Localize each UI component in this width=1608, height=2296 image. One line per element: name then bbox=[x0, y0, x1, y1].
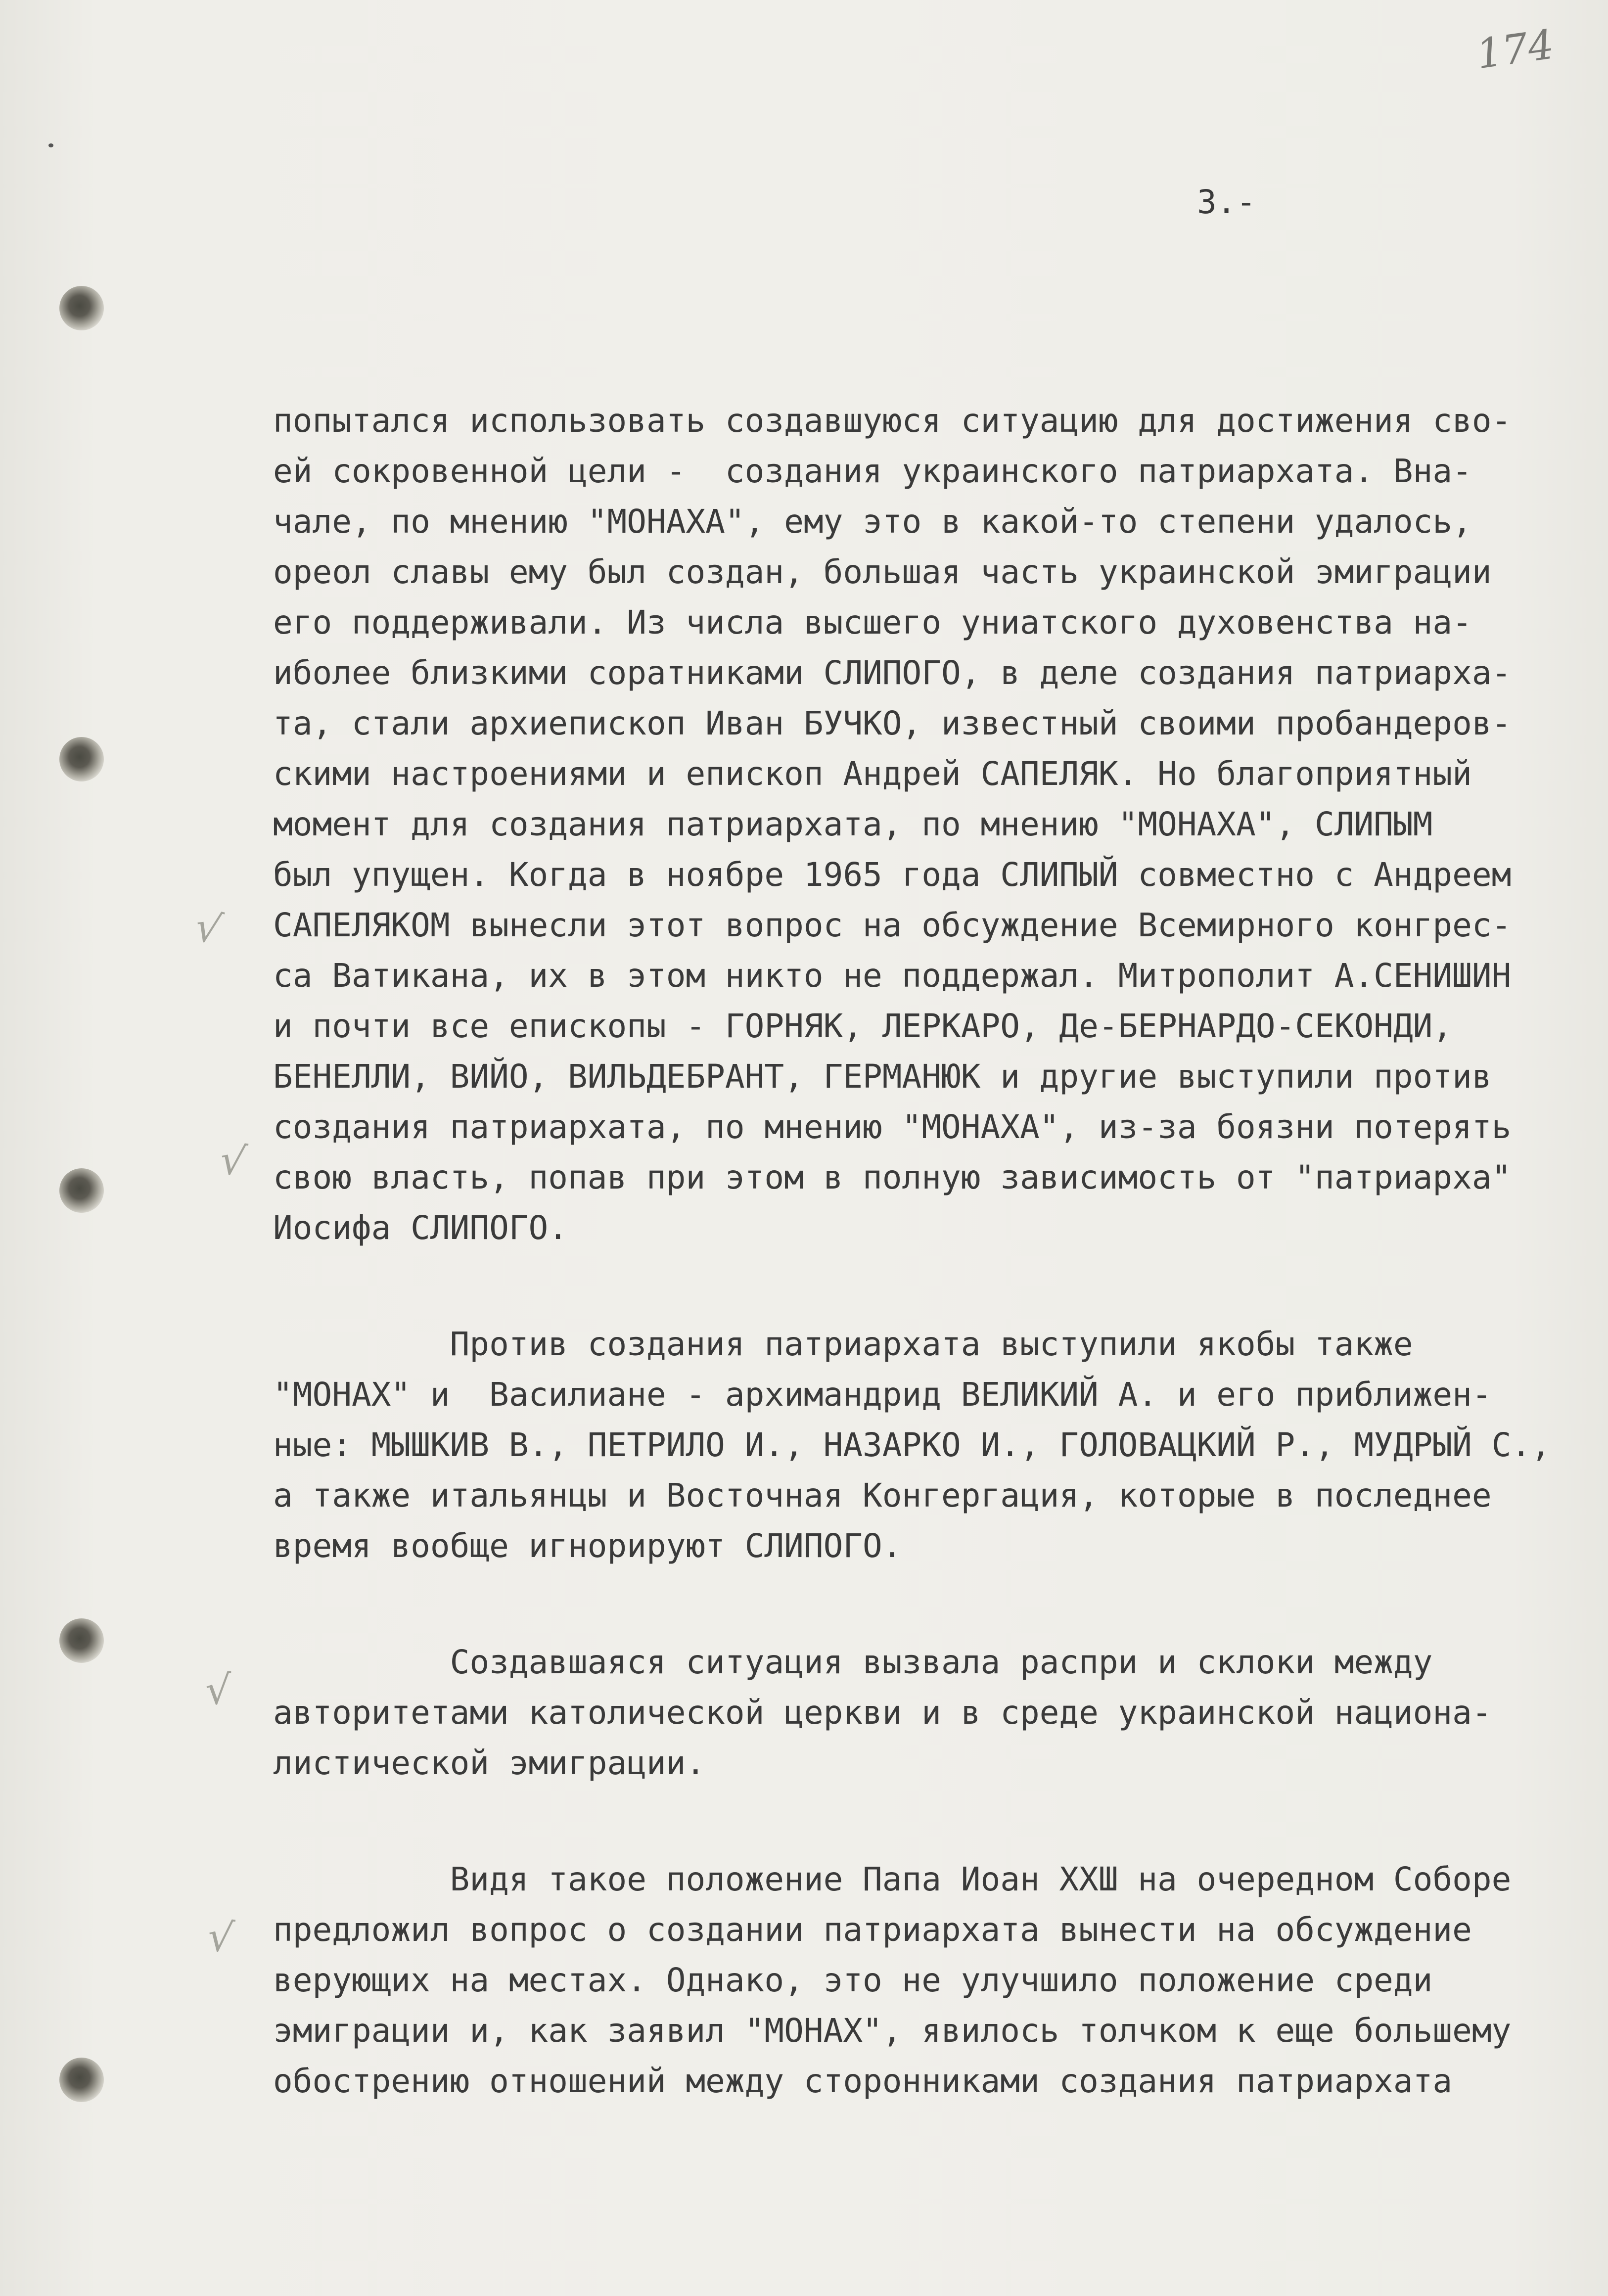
text-line: попытался использовать создавшуюся ситуацию для достижения сво- bbox=[273, 402, 1512, 440]
text-line: Против создания патриархата выступили якобы также bbox=[273, 1325, 1413, 1363]
text-line: чале, по мнению "МОНАХА", ему это в какой-то степени удалось, bbox=[273, 503, 1472, 541]
text-line: листической эмиграции. bbox=[273, 1744, 706, 1782]
text-line: эмиграции и, как заявил "МОНАХ", явилось толчком к еще большему bbox=[273, 2012, 1512, 2050]
typed-text-body bbox=[273, 396, 1579, 2107]
check-mark-icon: √ bbox=[205, 1667, 231, 1714]
text-line: Иосифа СЛИПОГО. bbox=[273, 1209, 568, 1247]
text-line: обострению отношений между сторонниками создания патриархата bbox=[273, 2062, 1453, 2100]
paragraph-1 bbox=[273, 396, 1579, 1253]
text-line: ные: МЫШКИВ В., ПЕТРИЛО И., НАЗАРКО И., ГОЛОВАЦКИЙ Р., МУДРЫЙ С., bbox=[273, 1426, 1551, 1464]
text-line: иболее близкими соратниками СЛИПОГО, в деле создания патриарха- bbox=[273, 654, 1512, 692]
ink-dot bbox=[48, 143, 53, 147]
text-line: та, стали архиепископ Иван БУЧКО, известный своими пробандеров- bbox=[273, 704, 1512, 742]
text-line: Видя такое положение Папа Иоан ХХШ на очередном Соборе bbox=[273, 1860, 1512, 1898]
paragraph-4 bbox=[273, 1854, 1579, 2107]
text-line: свою власть, попав при этом в полную зависимость от "патриарха" bbox=[273, 1158, 1512, 1196]
text-line: са Ватикана, их в этом никто не поддержал. Митрополит А.СЕНИШИН bbox=[273, 957, 1512, 995]
punch-hole bbox=[59, 1618, 104, 1663]
text-line: верующих на местах. Однако, это не улучшило положение среди bbox=[273, 1961, 1433, 1999]
text-line: его поддерживали. Из числа высшего униатского духовенства на- bbox=[273, 603, 1472, 642]
text-line: Создавшаяся ситуация вызвала распри и склоки между bbox=[273, 1643, 1433, 1681]
check-mark-icon: √ bbox=[217, 1136, 249, 1187]
text-line: и почти все епископы - ГОРНЯК, ЛЕРКАРО, Де-БЕРНАРДО-СЕКОНДИ, bbox=[273, 1007, 1453, 1045]
punch-hole bbox=[59, 2058, 104, 2102]
paragraph-spacer bbox=[273, 1253, 1579, 1319]
text-line: создания патриархата, по мнению "МОНАХА", из-за боязни потерять bbox=[273, 1108, 1512, 1146]
text-line: "МОНАХ" и Василиане - архимандрид ВЕЛИКИЙ А. и его приближен- bbox=[273, 1376, 1492, 1414]
check-mark-icon: √ bbox=[190, 903, 226, 955]
text-line: САПЕЛЯКОМ вынесли этот вопрос на обсуждение Всемирного конгрес- bbox=[273, 906, 1512, 944]
text-line: скими настроениями и епископ Андрей САПЕЛЯК. Но благоприятный bbox=[273, 755, 1472, 793]
text-line: момент для создания патриархата, по мнению "МОНАХА", СЛИПЫМ bbox=[273, 805, 1433, 843]
punch-hole bbox=[59, 737, 104, 781]
text-line: ей сокровенной цели - создания украинского патриархата. Вна- bbox=[273, 452, 1472, 490]
page-number: 3.- bbox=[1197, 183, 1256, 221]
check-mark-icon: √ bbox=[205, 1913, 236, 1963]
archive-page-number: 174 bbox=[1473, 21, 1557, 79]
text-line: а также итальянцы и Восточная Конгергация, которые в последнее bbox=[273, 1476, 1492, 1515]
punch-hole bbox=[59, 1168, 104, 1213]
text-line: время вообще игнорируют СЛИПОГО. bbox=[273, 1527, 902, 1565]
text-line: БЕНЕЛЛИ, ВИЙО, ВИЛЬДЕБРАНТ, ГЕРМАНЮК и другие выступили против bbox=[273, 1057, 1492, 1096]
punch-hole bbox=[59, 286, 104, 330]
text-line: ореол славы ему был создан, большая часть украинской эмиграции bbox=[273, 553, 1492, 591]
paragraph-spacer bbox=[273, 1789, 1579, 1854]
text-line: авторитетами католической церкви и в среде украинской национа- bbox=[273, 1694, 1492, 1732]
paragraph-spacer bbox=[273, 1571, 1579, 1637]
paragraph-3 bbox=[273, 1637, 1579, 1789]
text-line: был упущен. Когда в ноябре 1965 года СЛИПЫЙ совместно с Андреем bbox=[273, 856, 1512, 894]
text-line: предложил вопрос о создании патриархата вынести на обсуждение bbox=[273, 1911, 1472, 1949]
paragraph-2 bbox=[273, 1319, 1579, 1571]
